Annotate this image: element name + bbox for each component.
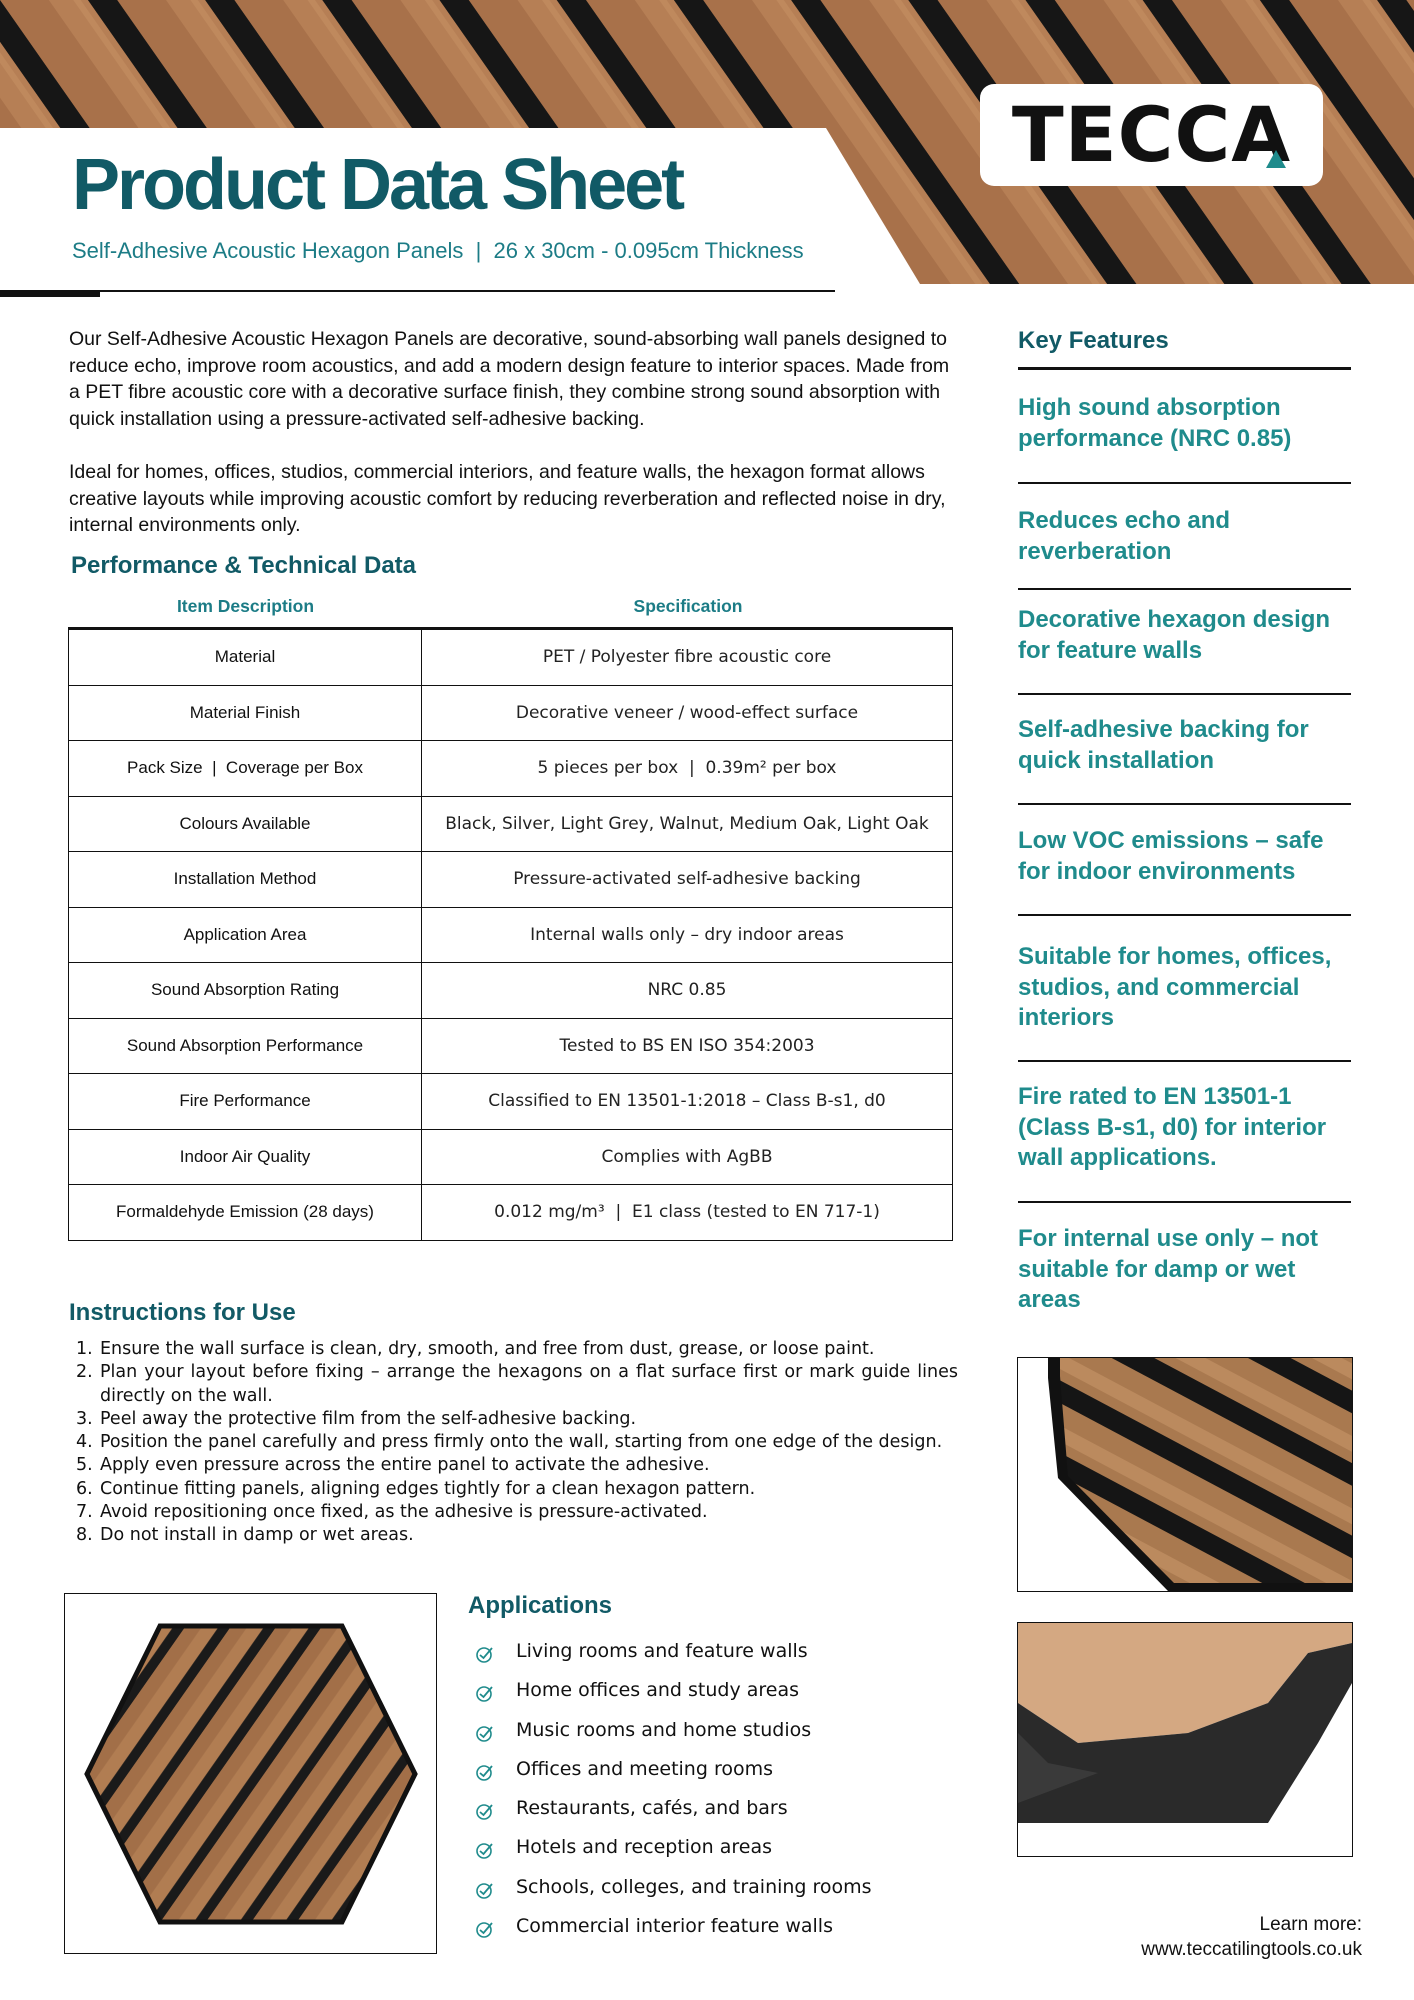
spec-cell: Black, Silver, Light Grey, Walnut, Medium Oak, Light Oak <box>422 796 953 852</box>
logo-accent-icon <box>1266 150 1286 168</box>
table-row <box>69 1074 953 1130</box>
application-text: Commercial interior feature walls <box>516 1915 833 1938</box>
list-item <box>474 1719 872 1758</box>
hexagon-panel-image <box>64 1593 437 1954</box>
feature-divider <box>1018 1201 1351 1203</box>
step-text: Plan your layout before fixing – arrange the hexagons on a flat surface first or mark guide lines directly on the wall. <box>100 1362 958 1406</box>
table-row <box>69 685 953 741</box>
key-features-divider <box>1018 367 1351 370</box>
table-header-spec: Specification <box>633 596 743 616</box>
spec-cell: Classified to EN 13501-1:2018 – Class B-s1, d0 <box>422 1074 953 1130</box>
step-number: 6. <box>76 1478 93 1499</box>
key-features-heading: Key Features <box>1018 327 1169 354</box>
table-row <box>69 629 953 686</box>
feature-divider <box>1018 482 1351 484</box>
website-link[interactable]: www.teccatilingtools.co.uk <box>1141 1939 1362 1960</box>
key-feature-item: Reduces echo and reverberation <box>1018 507 1231 565</box>
list-item <box>474 1797 872 1836</box>
check-circle-icon <box>474 1644 500 1664</box>
application-text: Schools, colleges, and training rooms <box>516 1875 872 1898</box>
check-circle-icon <box>474 1762 500 1782</box>
performance-heading: Performance & Technical Data <box>71 552 417 579</box>
list-item <box>76 1361 958 1408</box>
applications-list <box>474 1640 872 1954</box>
item-cell: Sound Absorption Rating <box>69 963 422 1019</box>
check-circle-icon <box>474 1683 500 1703</box>
step-number: 8. <box>76 1525 93 1546</box>
step-number: 2. <box>76 1362 93 1383</box>
spec-cell: Pressure-activated self-adhesive backing <box>422 852 953 908</box>
list-item <box>76 1338 958 1361</box>
spec-cell: Internal walls only – dry indoor areas <box>422 907 953 963</box>
item-cell: Pack Size | Coverage per Box <box>69 741 422 797</box>
application-text: Hotels and reception areas <box>516 1836 773 1859</box>
step-text: Do not install in damp or wet areas. <box>100 1525 414 1546</box>
step-number: 1. <box>76 1339 93 1359</box>
item-cell: Indoor Air Quality <box>69 1129 422 1185</box>
check-circle-icon <box>474 1880 500 1900</box>
table-row <box>69 796 953 852</box>
step-text: Apply even pressure across the entire panel to activate the adhesive. <box>100 1455 710 1476</box>
table-row <box>69 963 953 1019</box>
panel-edge-graphic <box>1018 1358 1352 1591</box>
list-item <box>76 1524 958 1547</box>
brand-name: TECCA <box>1011 90 1292 179</box>
application-text: Restaurants, cafés, and bars <box>516 1797 788 1820</box>
step-text: Continue fitting panels, aligning edges tightly for a clean hexagon pattern. <box>100 1478 756 1499</box>
key-feature-item: Fire rated to EN 13501-1 (Class B-s1, d0) for interior wall applications. <box>1018 1083 1327 1171</box>
instructions-list <box>76 1338 958 1548</box>
table-row <box>69 852 953 908</box>
item-cell: Application Area <box>69 907 422 963</box>
step-number: 5. <box>76 1455 93 1476</box>
page-subtitle: Self-Adhesive Acoustic Hexagon Panels | 26 x 30cm - 0.095cm Thickness <box>72 238 804 263</box>
spec-cell: Tested to BS EN ISO 354:2003 <box>422 1018 953 1074</box>
spec-cell: 0.012 mg/m³ | E1 class (tested to EN 717-1) <box>422 1185 953 1241</box>
spec-cell: Complies with AgBB <box>422 1129 953 1185</box>
key-feature-item: For internal use only – not suitable for damp or wet areas <box>1018 1225 1319 1313</box>
list-item <box>474 1758 872 1797</box>
step-number: 3. <box>76 1408 93 1429</box>
table-header-item: Item Description <box>176 596 315 616</box>
list-item <box>76 1478 958 1501</box>
adhesive-backing-graphic <box>1018 1623 1352 1856</box>
table-row <box>69 1185 953 1241</box>
hexagon-panel-graphic <box>65 1594 436 1953</box>
key-feature-item: Self-adhesive backing for quick installation <box>1018 716 1309 774</box>
panel-edge-photo <box>1017 1357 1353 1592</box>
intro-paragraph-1: Our Self-Adhesive Acoustic Hexagon Panels are decorative, sound-absorbing wall panels designed to reduce echo, improve room acoustics, and add a modern design feature to interior spaces. Made from a PET fibre acoustic core with a decorative surface finish, they combine strong sound absorption with quick installation using a pressure-activated self-adhesive backing. <box>69 328 950 430</box>
list-item <box>474 1836 872 1875</box>
key-feature-item: Decorative hexagon design for feature walls <box>1018 606 1331 664</box>
performance-table <box>68 627 953 1241</box>
page-title: Product Data Sheet <box>72 145 683 225</box>
key-feature-item: Low VOC emissions – safe for indoor environments <box>1018 827 1324 885</box>
step-text: Position the panel carefully and press firmly onto the wall, starting from one edge of the design. <box>100 1432 943 1453</box>
list-item <box>474 1876 872 1915</box>
item-cell: Colours Available <box>69 796 422 852</box>
application-text: Offices and meeting rooms <box>516 1757 773 1780</box>
list-item <box>76 1454 958 1477</box>
table-row <box>69 1018 953 1074</box>
feature-divider <box>1018 588 1351 590</box>
feature-divider <box>1018 1060 1351 1062</box>
spec-cell: 5 pieces per box | 0.39m² per box <box>422 741 953 797</box>
item-cell: Material Finish <box>69 685 422 741</box>
application-text: Music rooms and home studios <box>516 1718 812 1741</box>
item-cell: Formaldehyde Emission (28 days) <box>69 1185 422 1241</box>
spec-cell: PET / Polyester fibre acoustic core <box>422 629 953 686</box>
adhesive-backing-photo <box>1017 1622 1353 1857</box>
intro-paragraph-2: Ideal for homes, offices, studios, commercial interiors, and feature walls, the hexagon format allows creative layouts while improving acoustic comfort by reducing reverberation and reflected noise in dry, internal environments only. <box>69 461 946 536</box>
header-divider <box>0 290 835 292</box>
instructions-heading: Instructions for Use <box>69 1299 296 1326</box>
step-text: Avoid repositioning once fixed, as the adhesive is pressure-activated. <box>100 1502 708 1523</box>
step-number: 7. <box>76 1502 93 1523</box>
step-number: 4. <box>76 1432 93 1453</box>
check-circle-icon <box>474 1919 500 1939</box>
check-circle-icon <box>474 1801 500 1821</box>
list-item <box>474 1640 872 1679</box>
step-text: Ensure the wall surface is clean, dry, smooth, and free from dust, grease, or loose paint. <box>100 1339 875 1359</box>
key-feature-item: High sound absorption performance (NRC 0.85) <box>1018 394 1292 452</box>
spec-cell: NRC 0.85 <box>422 963 953 1019</box>
list-item <box>76 1501 958 1524</box>
feature-divider <box>1018 693 1351 695</box>
spec-cell: Decorative veneer / wood-effect surface <box>422 685 953 741</box>
application-text: Living rooms and feature walls <box>516 1640 808 1662</box>
item-cell: Installation Method <box>69 852 422 908</box>
learn-more <box>1141 1912 1362 1962</box>
list-item <box>474 1915 872 1954</box>
header-divider-accent <box>0 290 100 297</box>
feature-divider <box>1018 914 1351 916</box>
application-text: Home offices and study areas <box>516 1679 800 1702</box>
learn-more-label: Learn more: <box>1259 1914 1362 1935</box>
key-feature-item: Suitable for homes, offices, studios, and commercial interiors <box>1018 943 1332 1031</box>
table-row <box>69 907 953 963</box>
list-item <box>76 1408 958 1431</box>
check-circle-icon <box>474 1723 500 1743</box>
item-cell: Material <box>69 629 422 686</box>
table-row <box>69 741 953 797</box>
tecca-logo <box>980 84 1323 186</box>
item-cell: Sound Absorption Performance <box>69 1018 422 1074</box>
item-cell: Fire Performance <box>69 1074 422 1130</box>
step-text: Peel away the protective film from the self-adhesive backing. <box>100 1408 637 1429</box>
table-row <box>69 1129 953 1185</box>
feature-divider <box>1018 803 1351 805</box>
list-item <box>76 1431 958 1454</box>
list-item <box>474 1679 872 1718</box>
check-circle-icon <box>474 1840 500 1860</box>
applications-heading: Applications <box>468 1592 613 1619</box>
